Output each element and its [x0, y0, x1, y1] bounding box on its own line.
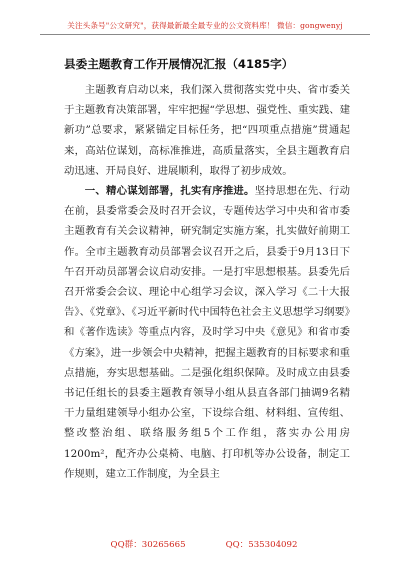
section-1-text: 坚持思想在先、行动在前，县委常委会及时召开会议，专题传达学习中央和省市委主题教育有关会议精神，研究制定实施方案，扎实做好前期工作。全市主题教育动员部署会议召开之后，县委于9月13日下午召开动员部署会议启动安排。一是打牢思想根基。县委先后召开常委会会议、理论中心组学习会议，深入学习《二十大报告》、《党章》、《习近平新时代中国特色社会主义思想学习纲要》和《著作选读》等重点内容，及时学习中央《意见》和省市委《方案》，进一步领会中央精神，把握主题教育的目标要求和重点措施，夯实思想基础。二是强化组织保障。及时成立由县委书记任组长的县委主题教育领导小组从县直各部门抽调9名精干力量组建领导小组办公室，下设综合组、材料组、宣传组、整改整治组、联络服务组5个工作组，落实办公用房1200m²，配齐办公桌椅、电脑、打印机等办公设备，制定工作规则，建立工作制度，为全县主 [64, 185, 350, 480]
footer-qq: QQ：535304092 [225, 540, 298, 550]
header-divider [40, 34, 370, 35]
footer-contacts [0, 538, 408, 550]
document-title: 县委主题教育工作开展情况汇报（4185字） [64, 57, 294, 71]
document-body [64, 80, 350, 484]
header-banner: 关注头条号"公文研究"，获得最新最全最专业的公文资料库！ 微信：gongwenyj [67, 21, 343, 30]
footer-qq-group: QQ群：30265665 [110, 540, 186, 550]
intro-paragraph: 主题教育启动以来，我们深入贯彻落实党中央、省市委关于主题教育决策部署，牢牢把握“学思想、强党性、重实践、建新功”总要求，紧紧锚定目标任务，把“四项重点措施”贯通起来，高站位谋划，高标准推进，高质量落实，全县主题教育启动迅速、开局良好、进展顺利，取得了初步成效。 [64, 84, 350, 177]
section-1-heading: 一、精心谋划部署，扎实有序推进。 [84, 185, 255, 198]
section-1-paragraph [64, 181, 350, 484]
